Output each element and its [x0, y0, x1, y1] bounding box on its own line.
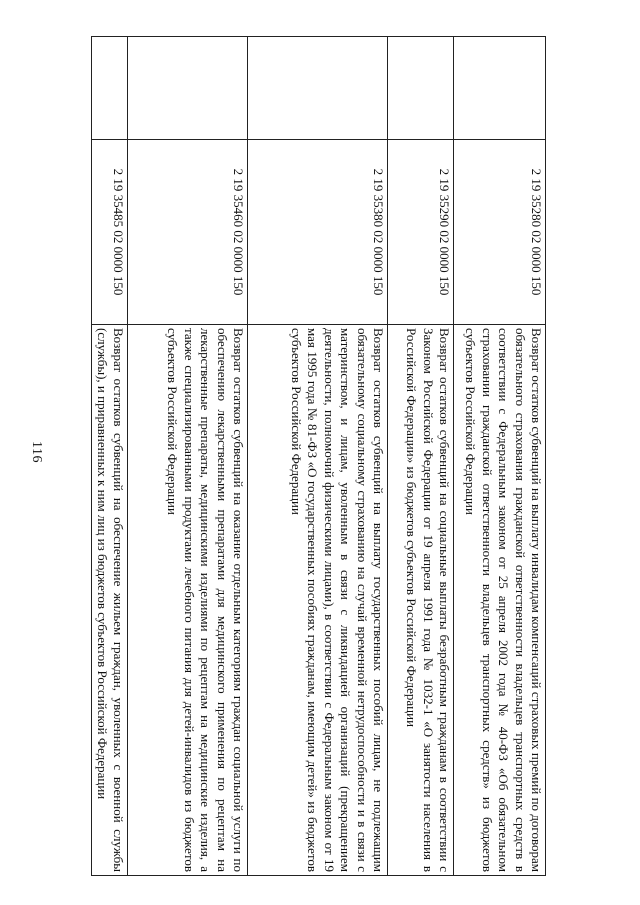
description-cell: Возврат остатков субвенций на выплату инвалидам компенсаций страховых премий по договорам обязательного страхования гражданской ответственности владельцев транспортных средств в соответствии с Федеральным законом от 25 апреля 2002 года № 40-ФЗ «Об обязательном страховании гражданской ответственности владельцев транспортных средств» из бюджетов субъектов Российской Федерации: [454, 325, 546, 876]
empty-cell: [128, 37, 248, 140]
description-cell: Возврат остатков субвенций на обеспечение жильем граждан, уволенных с военной службы (службы), и приравненных к ним лиц из бюджетов субъектов Российской Федерации: [92, 325, 128, 876]
table-row: [92, 37, 128, 876]
description-cell: Возврат остатков субвенций на оказание отдельным категориям граждан социальной услуги по обеспечению лекарственными препаратами для медицинского применения по рецептам на лекарственные препараты, медицинскими изделиями по рецептам на медицинские изделия, а также специализированными продуктами лечебного питания для детей-инвалидов из бюджетов субъектов Российской Федерации: [128, 325, 248, 876]
page-number: 116: [29, 441, 44, 463]
budget-codes-table: [91, 36, 546, 876]
description-cell: Возврат остатков субвенций на социальные выплаты безработным гражданам в соответствии с Законом Российской Федерации от 19 апреля 1991 года № 1032-1 «О занятости населения в Российской Федерации» из бюджетов субъектов Российской Федерации: [388, 325, 454, 876]
code-cell: 2 19 35485 02 0000 150: [92, 140, 128, 325]
empty-cell: [388, 37, 454, 140]
code-cell: 2 19 35280 02 0000 150: [454, 140, 546, 325]
empty-cell: [248, 37, 388, 140]
table-row: [248, 37, 388, 876]
table-row: [128, 37, 248, 876]
empty-cell: [92, 37, 128, 140]
table-row: [454, 37, 546, 876]
rotated-page: [94, 36, 546, 872]
code-cell: 2 19 35290 02 0000 150: [388, 140, 454, 325]
code-cell: 2 19 35380 02 0000 150: [248, 140, 388, 325]
code-cell: 2 19 35460 02 0000 150: [128, 140, 248, 325]
empty-cell: [454, 37, 546, 140]
description-cell: Возврат остатков субвенций на выплату государственных пособий лицам, не подлежащим обязательному социальному страхованию на случай временной нетрудоспособности и в связи с материнством, и лицам, уволенным в связи с ликвидацией организаций (прекращением деятельности, полномочий физическими лицами), в соответствии с Федеральным законом от 19 мая 1995 года № 81-ФЗ «О государственных пособиях гражданам, имеющим детей» из бюджетов субъектов Российской Федерации: [248, 325, 388, 876]
table-row: [388, 37, 454, 876]
